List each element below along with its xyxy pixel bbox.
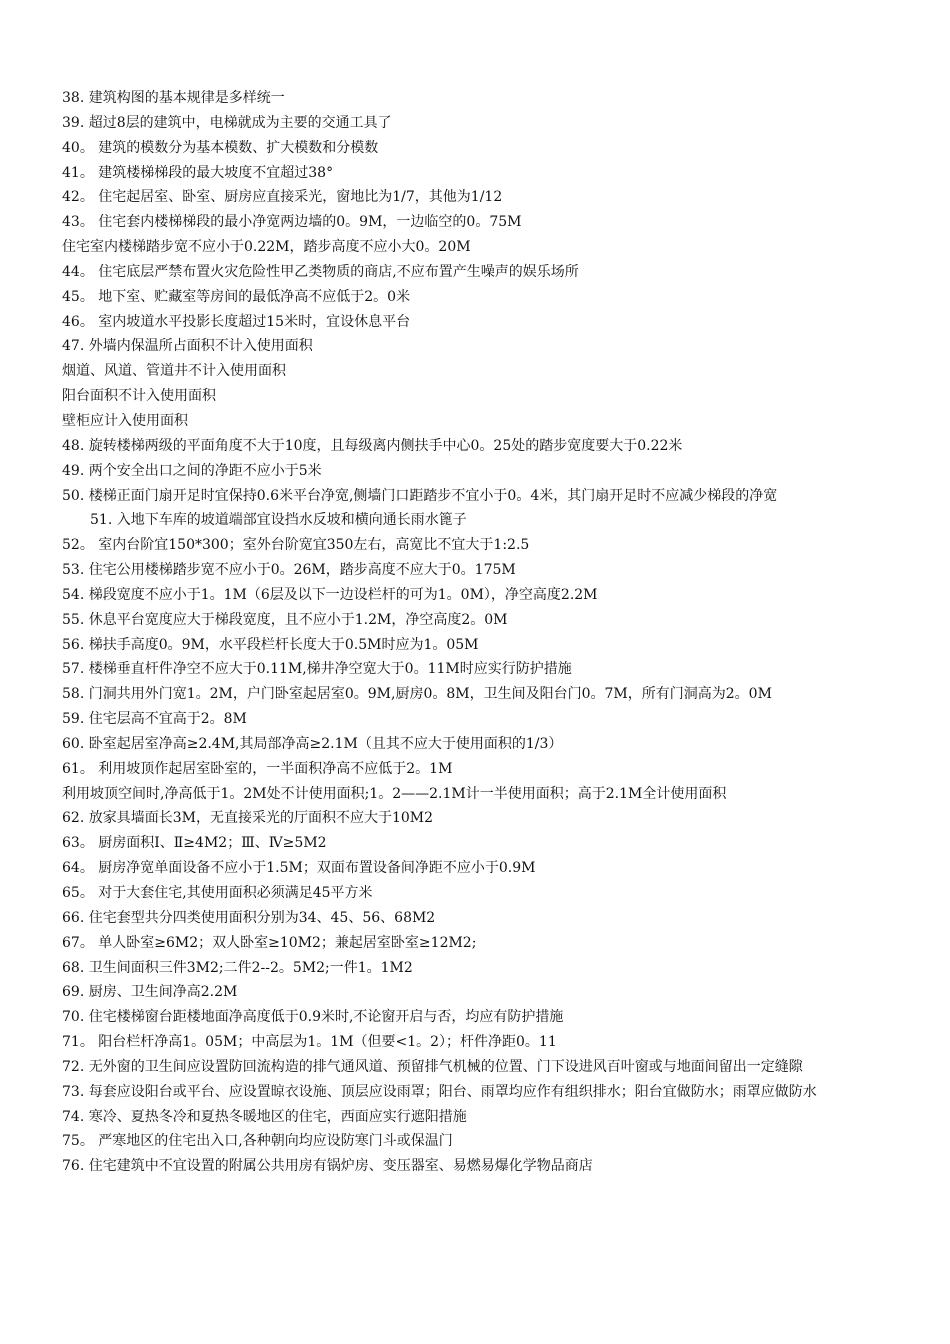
text-line: 65。 对于大套住宅,其使用面积必须满足45平方米 xyxy=(62,885,373,901)
text-line: 43。 住宅套内楼梯梯段的最小净宽两边墙的0。9M，一边临空的0。75M xyxy=(62,214,522,231)
text-line: 48. 旋转楼梯两级的平面角度不大于10度，且每级离内侧扶手中心0。25处的踏步宽度要大于0.22米 xyxy=(62,437,683,454)
text-line: 64。 厨房净宽单面设备不应小于1.5M；双面布置设备间净距不应小于0.9M xyxy=(62,860,536,877)
text-line: 62. 放家具墙面长3M，无直接采光的厅面积不应大于10M2 xyxy=(62,810,434,827)
text-line: 住宅室内楼梯踏步宽不应小于0.22M，踏步高度不应小大0。20M xyxy=(62,239,471,256)
text-line: 56. 梯扶手高度0。9M，水平段栏杆长度大于0.5M时应为1。05M xyxy=(62,636,479,653)
text-line: 61。 利用坡顶作起居室卧室的，一半面积净高不应低于2。1M xyxy=(62,760,453,777)
text-line: 63。 厨房面积Ⅰ、Ⅱ≥4M2；Ⅲ、Ⅳ≥5M2 xyxy=(62,835,327,852)
text-line: 55. 休息平台宽度应大于梯段宽度，且不应小于1.2M，净空高度2。0M xyxy=(62,611,508,628)
text-line: 44。 住宅底层严禁布置火灾危险性甲乙类物质的商店,不应布置产生噪声的娱乐场所 xyxy=(62,263,579,280)
text-line: 54. 梯段宽度不应小于1。1M（6层及以下一边设栏杆的可为1。0M），净空高度2.2M xyxy=(62,586,598,603)
text-line: 41。 建筑楼梯梯段的最大坡度不宜超过38° xyxy=(62,164,334,181)
text-line: 45。 地下室、贮藏室等房间的最低净高不应低于2。0米 xyxy=(62,288,411,305)
text-line: 60. 卧室起居室净高≥2.4M,其局部净高≥2.1M（且其不应大于使用面积的1/3） xyxy=(62,735,563,752)
text-line: 71。 阳台栏杆净高1。05M；中高层为1。1M（但要<1。2）；杆件净距0。11 xyxy=(62,1034,557,1051)
text-line: 42。 住宅起居室、卧室、厨房应直接采光，窗地比为1/7，其他为1/12 xyxy=(62,189,503,206)
document-body xyxy=(62,86,884,1179)
text-line: 72. 无外窗的卫生间应设置防回流构造的排气通风道、预留排气机械的位置、门下设进风百叶窗或与地面间留出一定缝隙 xyxy=(62,1058,803,1075)
text-line: 46。 室内坡道水平投影长度超过15米时，宜设休息平台 xyxy=(62,313,411,330)
text-line: 47. 外墙内保温所占面积不计入使用面积 xyxy=(62,338,313,355)
text-line: 利用坡顶空间时,净高低于1。2M处不计使用面积;1。2——2.1M计一半使用面积；高于2.1M全计使用面积 xyxy=(62,785,727,802)
text-line: 50. 楼梯正面门扇开足时宜保持0.6米平台净宽,侧墙门口距踏步不宜小于0。4米，其门扇开足时不应减少梯段的净宽 xyxy=(62,487,778,504)
text-line: 58. 门洞共用外门宽1。2M，户门卧室起居室0。9M,厨房0。8M，卫生间及阳台门0。7M，所有门洞高为2。0M xyxy=(62,686,772,703)
text-line: 53. 住宅公用楼梯踏步宽不应小于0。26M，踏步高度不应大于0。175M xyxy=(62,562,516,579)
text-line: 38. 建筑构图的基本规律是多样统一 xyxy=(62,90,285,106)
text-line: 49. 两个安全出口之间的净距不应小于5米 xyxy=(62,462,322,479)
text-line: 73. 每套应设阳台或平台、应设置晾衣设施、顶层应设雨罩；阳台、雨罩均应作有组织排水；阳台宜做防水；雨罩应做防水 xyxy=(62,1083,817,1100)
text-line: 69. 厨房、卫生间净高2.2M xyxy=(62,984,238,1001)
text-line: 70. 住宅楼梯窗台距楼地面净高度低于0.9米时,不论窗开启与否，均应有防护措施 xyxy=(62,1009,564,1026)
text-line: 66. 住宅套型共分四类使用面积分别为34、45、56、68M2 xyxy=(62,909,436,926)
text-line: 39. 超过8层的建筑中，电梯就成为主要的交通工具了 xyxy=(62,114,392,131)
text-line: 74. 寒冷、夏热冬冷和夏热冬暖地区的住宅，西面应实行遮阳措施 xyxy=(62,1108,467,1125)
text-line: 67。 单人卧室≥6M2；双人卧室≥10M2；兼起居室卧室≥12M2; xyxy=(62,934,477,951)
text-line: 68. 卫生间面积三件3M2;二件2--2。5M2;一件1。1M2 xyxy=(62,959,413,976)
text-line: 52。 室内台阶宜150*300；室外台阶宽宜350左右，高宽比不宜大于1:2.5 xyxy=(62,537,530,554)
text-line: 59. 住宅层高不宜高于2。8M xyxy=(62,711,247,728)
text-line: 壁柜应计入使用面积 xyxy=(62,412,188,429)
text-line: 阳台面积不计入使用面积 xyxy=(62,388,216,405)
text-line: 76. 住宅建筑中不宜设置的附属公共用房有锅炉房、变压器室、易燃易爆化学物品商店 xyxy=(62,1158,593,1175)
text-line: 57. 楼梯垂直杆件净空不应大于0.11M,梯井净空宽大于0。11M时应实行防护措施 xyxy=(62,661,572,678)
text-line: 烟道、风道、管道井不计入使用面积 xyxy=(62,363,286,380)
text-line: 51. 入地下车库的坡道端部宜设挡水反坡和横向通长雨水篦子 xyxy=(90,512,467,529)
text-line: 75。 严寒地区的住宅出入口,各种朝向均应设防寒门斗或保温门 xyxy=(62,1133,453,1150)
text-line: 40。 建筑的模数分为基本模数、扩大模数和分模数 xyxy=(62,139,379,156)
